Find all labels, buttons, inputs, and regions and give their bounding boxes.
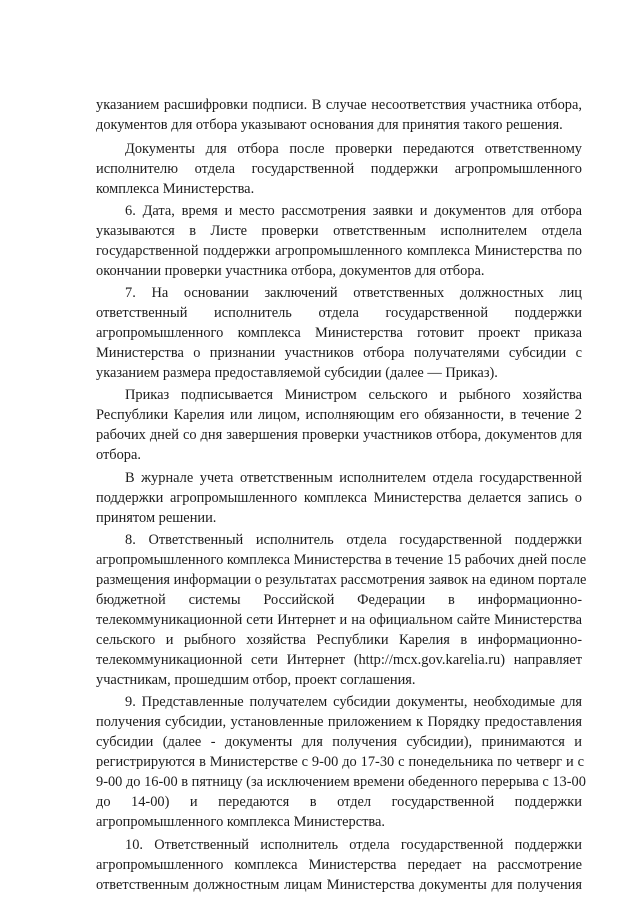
text-line: 9-00 до 16-00 в пятницу (за исключением времени обеденного перерыва с 13-00 [96,774,586,790]
text-line: агропромышленного комплекса Министерства передает на рассмотрение [96,857,582,873]
text-line: окончании проверки участника отбора, документов для отбора. [96,263,485,279]
text-line: агропромышленного комплекса Министерства в течение 15 рабочих дней после [96,552,587,568]
text-line: субсидии (далее - документы для получения субсидии), принимаются и [96,734,582,750]
text-line: 8. Ответственный исполнитель отдела государственной поддержки [125,532,582,548]
text-line: исполнителю отдела государственной поддержки агропромышленного [96,161,582,177]
text-line: 6. Дата, время и место рассмотрения заявки и документов для отбора [125,203,582,219]
text-line: регистрируются в Министерстве с 9-00 до 17-30 с понедельника по четверг и с [96,754,584,770]
text-line: документов для отбора указывают основания для принятия такого решения. [96,117,563,133]
text-line: рабочих дней со дня завершения проверки участников отбора, документов для [96,427,582,443]
text-line: агропромышленного комплекса Министерства. [96,814,386,830]
text-line: принятом решении. [96,510,217,526]
text-line: телекоммуникационной сети Интернет и на официальном сайте Министерства [96,612,582,628]
text-line: телекоммуникационной сети Интернет (http://mcx.gov.karelia.ru) направляет [96,652,582,668]
text-line: 10. Ответственный исполнитель отдела государственной поддержки [125,837,582,853]
text-line: сельского и рыбного хозяйства Республики Карелия в информационно- [96,632,582,648]
text-line: указанием расшифровки подписи. В случае несоответствия участника отбора, [96,97,582,113]
text-line: 7. На основании заключений ответственных должностных лиц [125,285,582,301]
text-line: Министерства о признании участников отбора получателями субсидии с [96,345,582,361]
text-line: В журнале учета ответственным исполнителем отдела государственной [125,470,582,486]
text-line: указанием размера предоставляемой субсидии (далее — Приказ). [96,365,498,381]
text-line: Республики Карелия или лицом, исполняющим его обязанности, в течение 2 [96,407,582,423]
text-line: размещения информации о результатах рассмотрения заявок на едином портале [96,572,587,588]
text-line: ответственным должностным лицам Министерства документы для получения [96,877,582,893]
text-line: Документы для отбора после проверки передаются ответственному [125,141,582,157]
text-line: до 14-00) и передаются в отдел государственной поддержки [96,794,582,810]
text-line: поддержки агропромышленного комплекса Министерства делается запись о [96,490,582,506]
text-line: участникам, прошедшим отбор, проект соглашения. [96,672,416,688]
text-line: государственной поддержки агропромышленного комплекса Министерства по [96,243,582,259]
text-line: указываются в Листе проверки ответственным исполнителем отдела [96,223,582,239]
text-line: комплекса Министерства. [96,181,255,197]
text-line: бюджетной системы Российской Федерации в информационно- [96,592,582,608]
text-line: 9. Представленные получателем субсидии документы, необходимые для [125,694,582,710]
text-line: Приказ подписывается Министром сельского и рыбного хозяйства [125,387,582,403]
text-line: агропромышленного комплекса Министерства готовит проект приказа [96,325,582,341]
text-line: ответственный исполнитель отдела государственной поддержки [96,305,582,321]
text-line: получения субсидии, установленные приложением к Порядку предоставления [96,714,582,730]
text-line: отбора. [96,447,141,463]
